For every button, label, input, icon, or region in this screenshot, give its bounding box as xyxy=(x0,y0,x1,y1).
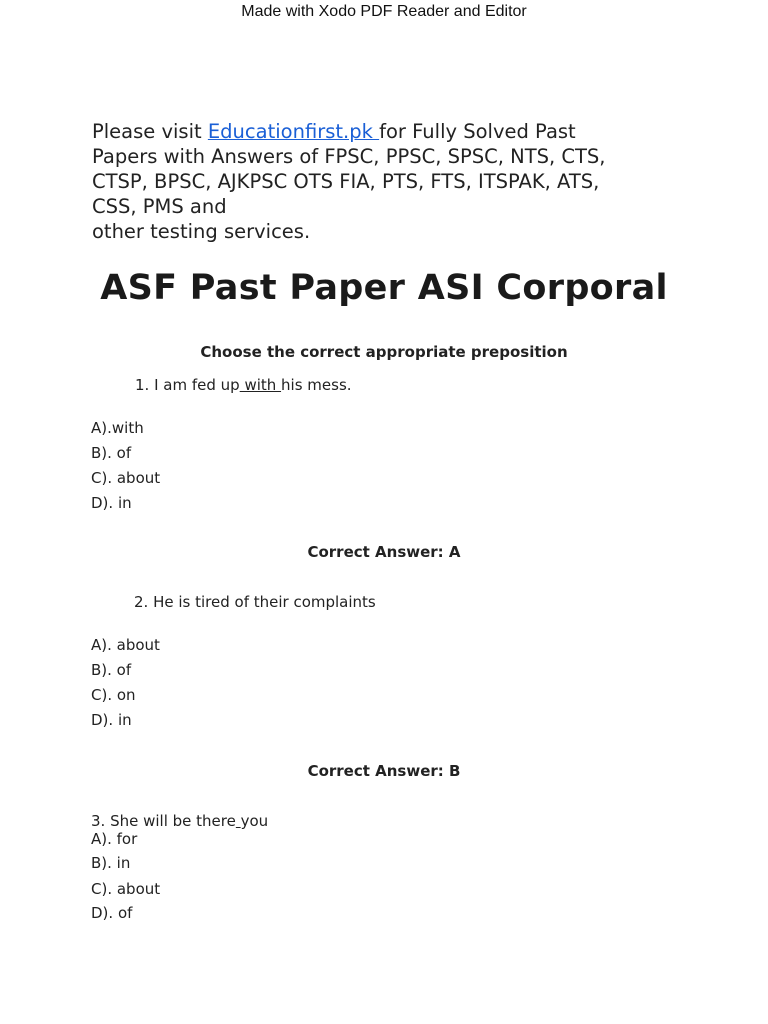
page-title: ASF Past Paper ASI Corporal xyxy=(100,268,668,308)
intro-line-2: Papers with Answers of FPSC, PPSC, SPSC, NTS, CTS, xyxy=(92,145,606,168)
intro-prefix: Please visit xyxy=(92,120,208,143)
watermark-banner: Made with Xodo PDF Reader and Editor xyxy=(241,3,527,20)
question-2-option-a: A). about xyxy=(91,636,160,654)
intro-line-1 xyxy=(92,119,682,144)
question-1-option-a: A).with xyxy=(91,419,144,437)
question-2-option-d: D). in xyxy=(91,711,132,729)
question-1-option-d: D). in xyxy=(91,494,132,512)
intro-line-4: CSS, PMS and xyxy=(92,195,227,218)
intro-line-5: other testing services. xyxy=(92,220,311,243)
section-subtitle: Choose the correct appropriate preposition xyxy=(200,343,568,361)
question-3-option-d: D). of xyxy=(91,904,133,922)
intro-line-1-rest: for Fully Solved Past xyxy=(379,120,576,143)
question-1-option-b: B). of xyxy=(91,444,132,462)
question-1-option-c: C). about xyxy=(91,469,161,487)
question-3-option-b: B). in xyxy=(91,854,131,872)
question-2-text: 2. He is tired of their complaints xyxy=(134,593,376,611)
question-2-option-c: C). on xyxy=(91,686,136,704)
question-1-blank: with xyxy=(239,376,282,394)
question-3-text-end: you xyxy=(240,812,269,830)
question-3-option-c: C). about xyxy=(91,880,161,898)
question-1 xyxy=(135,376,352,394)
question-3-text: 3. She will be there xyxy=(91,812,236,830)
question-3 xyxy=(91,812,268,830)
educationfirst-link[interactable]: Educationfirst.pk xyxy=(207,120,380,143)
question-1-text-end: his mess. xyxy=(281,376,352,394)
question-2-correct-answer: Correct Answer: B xyxy=(307,762,461,780)
intro-paragraph xyxy=(92,119,682,244)
question-1-text: 1. I am fed up xyxy=(135,376,240,394)
question-2 xyxy=(134,593,376,611)
intro-line-3: CTSP, BPSC, AJKPSC OTS FIA, PTS, FTS, ITSPAK, ATS, xyxy=(92,170,600,193)
question-1-correct-answer: Correct Answer: A xyxy=(307,543,461,561)
question-3-option-a: A). for xyxy=(91,830,138,848)
question-2-option-b: B). of xyxy=(91,661,132,679)
